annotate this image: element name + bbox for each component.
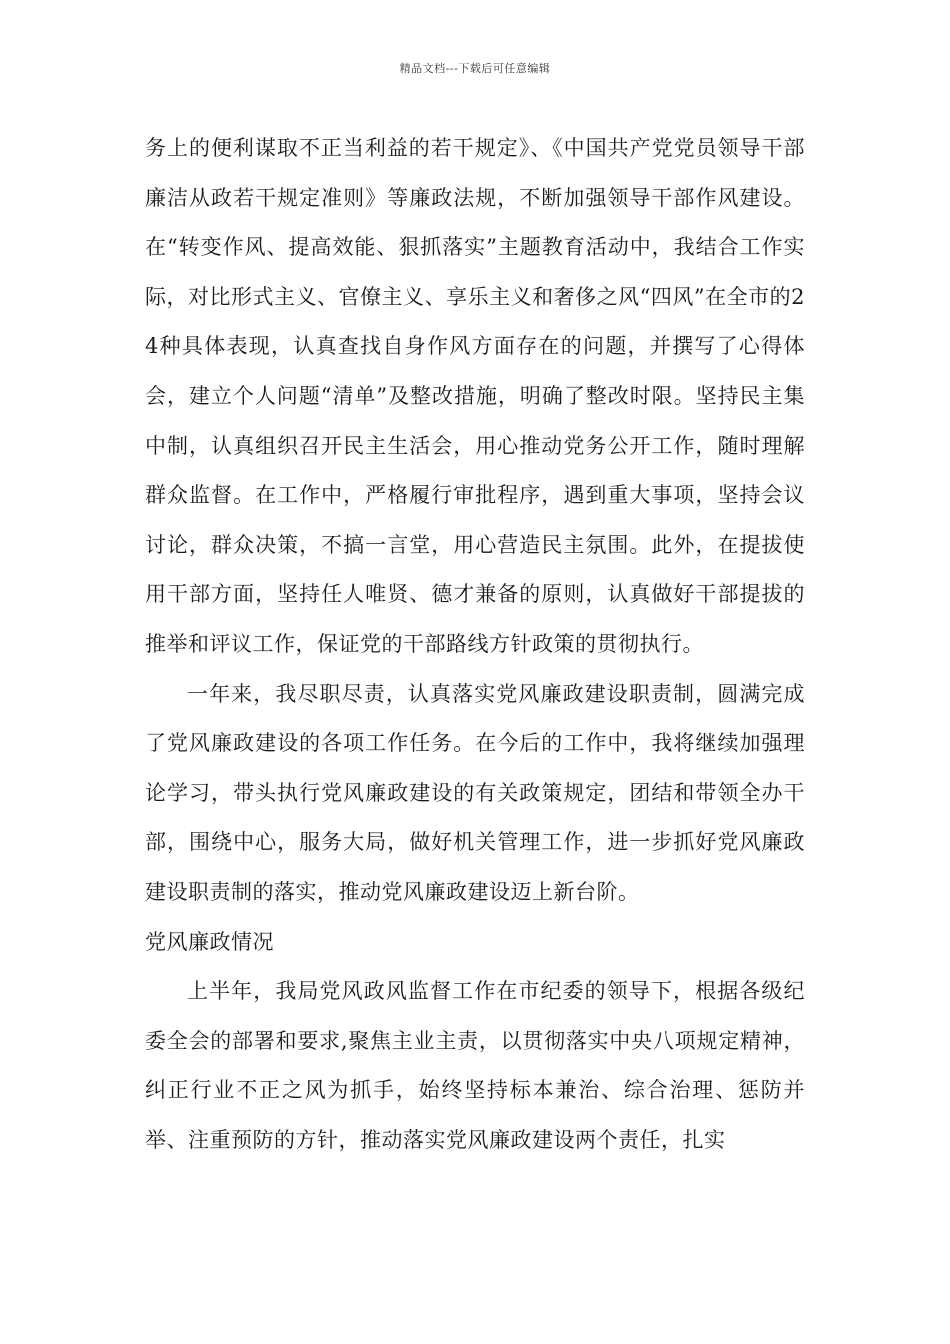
paragraph-continued: 务上的便利谋取不正当利益的若干规定》、《中国共产党党员领导干部廉洁从政若干规定准则》等廉政法规，不断加强领导干部作风建设。在“转变作风、提高效能、狠抓落实”主题教育活动中，我结合工作实际，对比形式主义、官僚主义、享乐主义和奢侈之风“四风”在全市的24种具体表现，认真查找自身作风方面存在的问题，并撰写了心得体会，建立个人问题“清单”及整改措施，明确了整改时限。坚持民主集中制，认真组织召开民主生活会，用心推动党务公开工作，随时理解群众监督。在工作中，严格履行审批程序，遇到重大事项，坚持会议讨论，群众决策，不搞一言堂，用心营造民主氛围。此外，在提拔使用干部方面，坚持任人唯贤、德才兼备的原则，认真做好干部提拔的推举和评议工作，保证党的干部路线方针政策的贯彻执行。 [145,136,805,656]
document-body [145,124,805,1165]
paragraph-first-half-year: 上半年，我局党风政风监督工作在市纪委的领导下，根据各级纪委全会的部署和要求,聚焦主业主责，以贯彻落实中央八项规定精神，纠正行业不正之风为抓手，始终坚持标本兼治、综合治理、惩防并举、注重预防的方针，推动落实党风廉政建设两个责任，扎实 [145,979,805,1152]
paragraph-summary: 一年来，我尽职尽责，认真落实党风廉政建设职责制，圆满完成了党风廉政建设的各项工作任务。在今后的工作中，我将继续加强理论学习，带头执行党风廉政建设的有关政策规定，团结和带领全办干部，围绕中心，服务大局，做好机关管理工作，进一步抓好党风廉政建设职责制的落实，推动党风廉政建设迈上新台阶。 [145,681,805,904]
section-title: 党风廉政情况 [145,929,274,954]
page-header: 精品文档---下载后可任意编辑 [399,62,551,75]
